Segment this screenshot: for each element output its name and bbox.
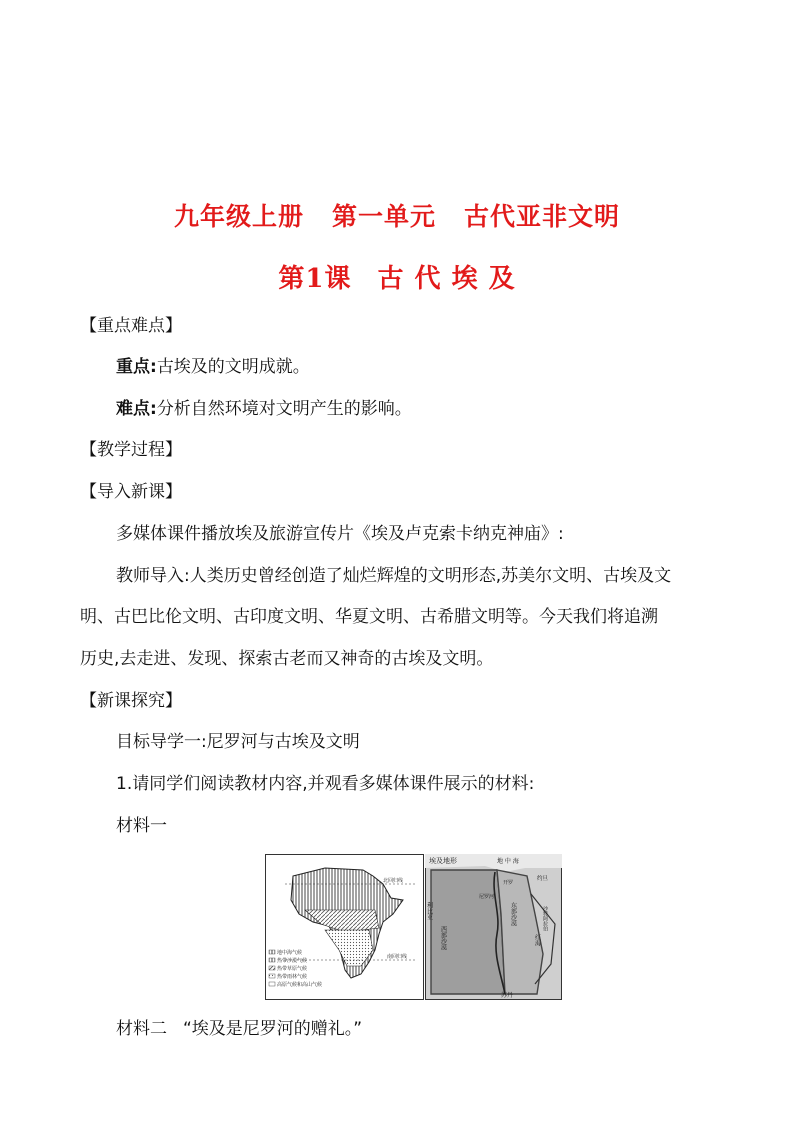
- egypt-map-title: 埃及地形: [429, 857, 457, 865]
- lesson-title: [0, 258, 794, 295]
- page-title: [0, 197, 794, 233]
- unit-label: 第一单元: [331, 202, 436, 231]
- unit-title: 古代亚非文明: [464, 202, 621, 231]
- map-label: 苏丹: [501, 992, 514, 999]
- legend-item: 地中海气候: [277, 950, 303, 956]
- legend-item: 热带沙漠气候: [277, 958, 308, 964]
- material-one-label: 材料一: [116, 816, 167, 836]
- material-two-line: [116, 1017, 362, 1041]
- map-label: 尼罗河: [479, 894, 495, 900]
- egypt-terrain-map: [425, 854, 562, 1000]
- lesson-prefix: 第: [278, 264, 306, 294]
- lesson-number: 1: [305, 264, 325, 294]
- key-label: 重点:: [116, 357, 157, 377]
- map-label: 利比亚: [425, 902, 433, 920]
- intro-paragraph-1: 多媒体课件播放埃及旅游宣传片《埃及卢克索卡纳克神庙》:: [116, 524, 564, 544]
- material-two-quote: “埃及是尼罗河的赠礼。”: [183, 1019, 363, 1039]
- legend-item: 热带草原气候: [277, 966, 308, 972]
- difficult-text: 分析自然环境对文明产生的影响。: [156, 399, 412, 419]
- intro-paragraph-2-line-1: 教师导入:人类历史曾经创造了灿烂辉煌的文明形态,苏美尔文明、古埃及文: [116, 566, 672, 586]
- map-label: 东部沙漠: [509, 902, 517, 926]
- map-label: 红海: [533, 934, 541, 946]
- legend-item: 高原气候和高山气候: [277, 982, 323, 988]
- legend-item: 热带雨林气候: [277, 974, 308, 980]
- africa-climate-map: [266, 855, 424, 1000]
- map-label: 西部沙漠: [439, 926, 447, 950]
- tropic-north-label: 北回归线: [383, 878, 404, 884]
- explore-heading: 【新课探究】: [80, 691, 182, 711]
- teaching-process-heading: 【教学过程】: [80, 440, 182, 460]
- difficult-point-line: [116, 397, 412, 421]
- map-label: 约旦: [537, 876, 549, 882]
- difficult-label: 难点:: [116, 399, 157, 419]
- tropic-south-label: 南回归线: [387, 954, 408, 960]
- map-label: 沙特阿拉伯: [542, 906, 548, 931]
- map-label: 开罗: [503, 880, 514, 886]
- lesson-suffix: 课: [324, 264, 352, 294]
- goal-one: 目标导学一:尼罗河与古埃及文明: [116, 732, 360, 752]
- step-one: 1.请同学们阅读教材内容,并观看多媒体课件展示的材料:: [116, 774, 535, 794]
- intro-heading: 【导入新课】: [80, 482, 182, 502]
- key-text: 古埃及的文明成就。: [156, 357, 310, 377]
- key-points-heading: 【重点难点】: [80, 316, 182, 336]
- intro-paragraph-2-line-3: 历史,去走进、发现、探索古老而又神奇的古埃及文明。: [80, 649, 494, 669]
- map-label: 地 中 海: [497, 858, 519, 865]
- lesson-name: 古 代 埃 及: [377, 264, 516, 294]
- material-one-figure: [265, 854, 562, 1000]
- grade-label: 九年级上册: [173, 202, 304, 231]
- material-two-label: 材料二: [116, 1019, 167, 1039]
- intro-paragraph-2-line-2: 明、古巴比伦文明、古印度文明、华夏文明、古希腊文明等。今天我们将追溯: [80, 607, 658, 627]
- key-point-line: [116, 355, 310, 379]
